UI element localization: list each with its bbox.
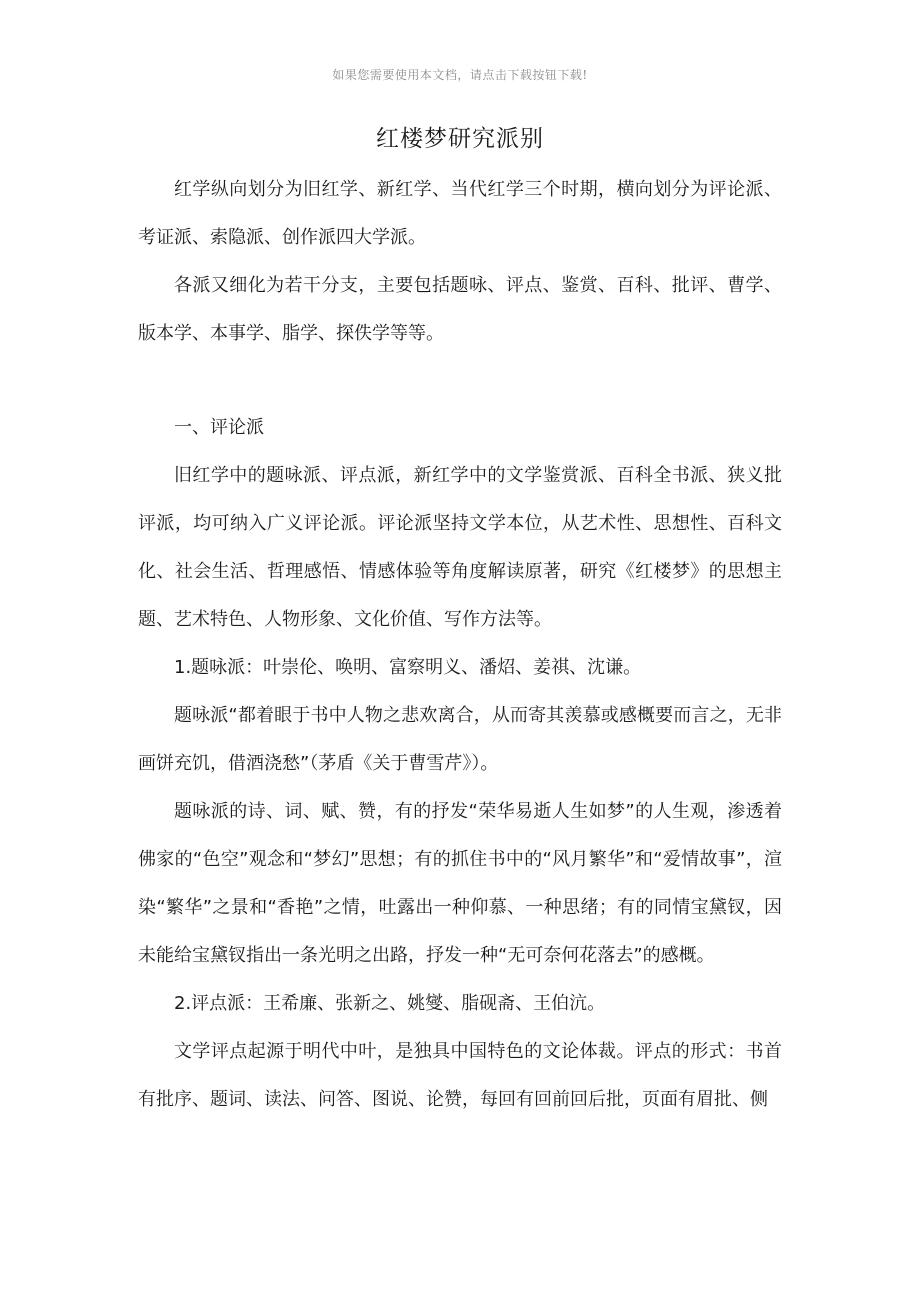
paragraph-intro-branches: 各派又细化为若干分支，主要包括题咏、评点、鉴赏、百科、批评、曹学、版本学、本事学、脂学、探佚学等等。 [138,275,782,344]
paragraph-tiyong-members: 1.题咏派：叶崇伦、唤明、富察明义、潘炤、姜祺、沈谦。 [174,657,642,678]
paragraph-criticism-overview: 旧红学中的题咏派、评点派，新红学中的文学鉴赏派、百科全书派、狭义批评派，均可纳入广义评论派。评论派坚持文学本位，从艺术性、思想性、百科文化、社会生活、哲理感悟、情感体验等角度解读原著，研究《红楼梦》的思想主题、艺术特色、人物形象、文化价值、写作方法等。 [138,465,782,630]
paragraph-intro-periods: 红学纵向划分为旧红学、新红学、当代红学三个时期，横向划分为评论派、考证派、索隐派、创作派四大学派。 [138,179,782,248]
document-body [138,166,782,1124]
paragraph-pingdian-description: 文学评点起源于明代中叶，是独具中国特色的文论体裁。评点的形式：书首有批序、题词、读法、问答、图说、论赞，每回有回前回后批，页面有眉批、侧 [138,1041,782,1110]
paragraph-tiyong-description: 题咏派的诗、词、赋、赞，有的抒发“荣华易逝人生如梦”的人生观，渗透着佛家的“色空”观念和“梦幻”思想；有的抓住书中的“风月繁华”和“爱情故事”，渲染“繁华”之景和“香艳”之情，吐露出一种仰慕、一种思绪；有的同情宝黛钗，因未能给宝黛钗指出一条光明之出路，抒发一种“无可奈何花落去”的感概。 [138,801,782,966]
blank-line [138,358,782,404]
paragraph-pingdian-members: 2.评点派：王希廉、张新之、姚燮、脂砚斋、王伯沆。 [174,993,606,1014]
download-notice: 如果您需要使用本文档，请点击下载按钮下载! [332,68,588,82]
paragraph-tiyong-quote: 题咏派“都着眼于书中人物之悲欢离合，从而寄其羡慕或感概要而言之，无非画饼充饥，借酒浇愁”（茅盾《关于曹雪芹》）。 [138,705,782,774]
section-heading-criticism: 一、评论派 [174,417,264,438]
document-title: 红楼梦研究派别 [376,126,544,152]
